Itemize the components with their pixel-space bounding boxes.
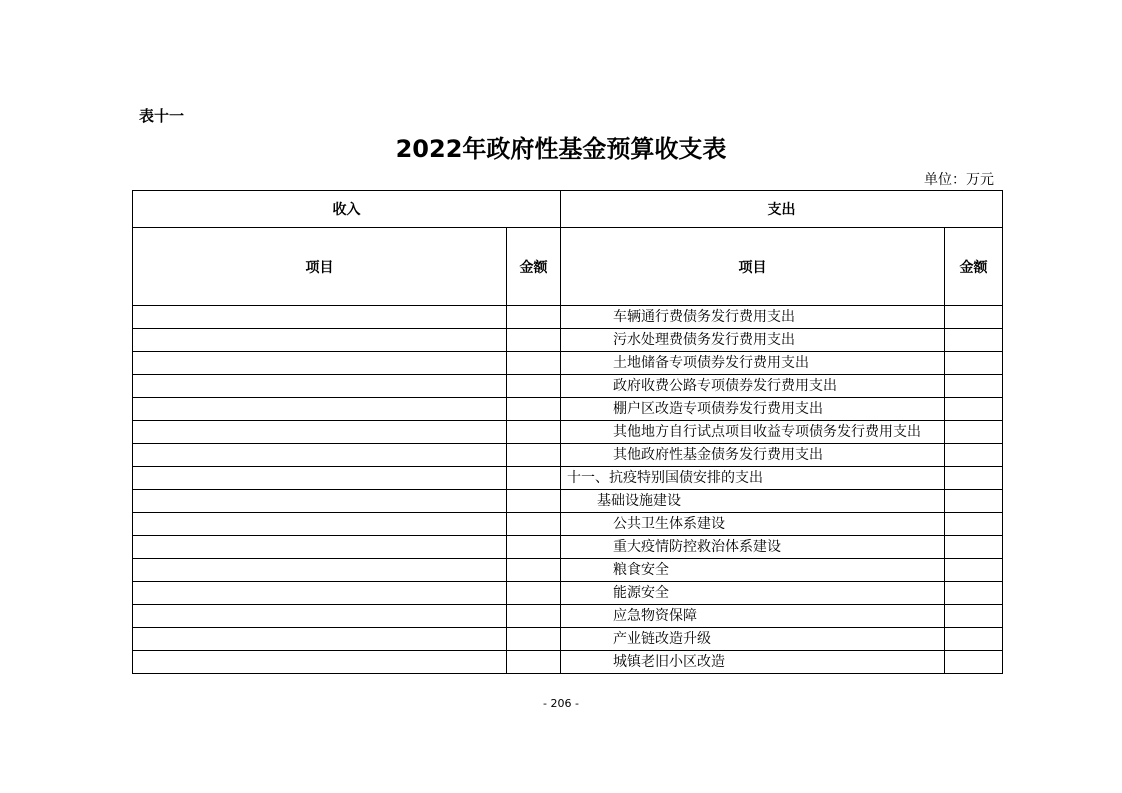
expense-amount-header: 金额 [945,228,1003,306]
income-item-cell [133,582,507,605]
income-item-cell [133,651,507,674]
expense-amount-cell [945,536,1003,559]
expense-amount-cell [945,329,1003,352]
income-item-cell [133,467,507,490]
table-row [133,467,1003,490]
page-title: 2022年政府性基金预算收支表 [395,135,727,163]
expense-item-cell: 车辆通行费债务发行费用支出 [561,306,945,329]
income-item-cell [133,490,507,513]
expense-amount-cell [945,306,1003,329]
expense-amount-cell [945,398,1003,421]
unit-label: 单位：万元 [924,172,994,188]
expense-item-cell: 基础设施建设 [561,490,945,513]
income-amount-cell [507,628,561,651]
income-item-cell [133,513,507,536]
income-item-cell [133,628,507,651]
table-row [133,398,1003,421]
page-number: - 206 - [543,697,579,710]
income-amount-cell [507,375,561,398]
income-item-cell [133,444,507,467]
income-item-cell [133,559,507,582]
expense-item-cell: 污水处理费债务发行费用支出 [561,329,945,352]
table-row [133,605,1003,628]
expense-amount-cell [945,582,1003,605]
income-item-cell [133,605,507,628]
income-amount-cell [507,329,561,352]
income-item-header: 项目 [133,228,507,306]
expense-amount-cell [945,605,1003,628]
expense-item-cell: 产业链改造升级 [561,628,945,651]
income-amount-header: 金额 [507,228,561,306]
table-label: 表十一 [139,107,185,125]
table-row [133,375,1003,398]
expense-item-cell: 应急物资保障 [561,605,945,628]
income-amount-cell [507,651,561,674]
expense-amount-cell [945,444,1003,467]
expense-amount-cell [945,651,1003,674]
expense-item-cell: 其他政府性基金债务发行费用支出 [561,444,945,467]
income-amount-cell [507,467,561,490]
table-row [133,329,1003,352]
expense-item-cell: 其他地方自行试点项目收益专项债务发行费用支出 [561,421,945,444]
income-amount-cell [507,582,561,605]
income-amount-cell [507,605,561,628]
expense-item-cell: 重大疫情防控救治体系建设 [561,536,945,559]
income-item-cell [133,352,507,375]
side-header-row [133,191,1003,228]
expense-amount-cell [945,421,1003,444]
expense-amount-cell [945,352,1003,375]
income-item-cell [133,421,507,444]
table-row [133,444,1003,467]
expense-item-cell: 公共卫生体系建设 [561,513,945,536]
table-row [133,352,1003,375]
income-item-cell [133,306,507,329]
expense-item-cell: 棚户区改造专项债券发行费用支出 [561,398,945,421]
table-row [133,513,1003,536]
expense-item-cell: 土地储备专项债券发行费用支出 [561,352,945,375]
income-amount-cell [507,490,561,513]
table-row [133,559,1003,582]
expense-amount-cell [945,513,1003,536]
expense-item-cell: 政府收费公路专项债券发行费用支出 [561,375,945,398]
budget-table [132,190,1003,674]
income-amount-cell [507,306,561,329]
expense-amount-cell [945,375,1003,398]
income-amount-cell [507,536,561,559]
table-row [133,536,1003,559]
expense-amount-cell [945,467,1003,490]
expense-amount-cell [945,559,1003,582]
expense-amount-cell [945,490,1003,513]
table-row [133,490,1003,513]
income-item-cell [133,329,507,352]
income-item-cell [133,375,507,398]
table-row [133,582,1003,605]
expense-header: 支出 [561,191,1003,228]
income-amount-cell [507,421,561,444]
table-row [133,306,1003,329]
expense-item-header: 项目 [561,228,945,306]
table-row [133,651,1003,674]
income-amount-cell [507,398,561,421]
income-header: 收入 [133,191,561,228]
income-amount-cell [507,444,561,467]
table-row [133,628,1003,651]
table-row [133,421,1003,444]
income-item-cell [133,536,507,559]
income-item-cell [133,398,507,421]
income-amount-cell [507,513,561,536]
income-amount-cell [507,559,561,582]
expense-item-cell: 十一、抗疫特别国债安排的支出 [561,467,945,490]
expense-item-cell: 城镇老旧小区改造 [561,651,945,674]
income-amount-cell [507,352,561,375]
expense-item-cell: 能源安全 [561,582,945,605]
expense-amount-cell [945,628,1003,651]
column-header-row [133,228,1003,306]
expense-item-cell: 粮食安全 [561,559,945,582]
